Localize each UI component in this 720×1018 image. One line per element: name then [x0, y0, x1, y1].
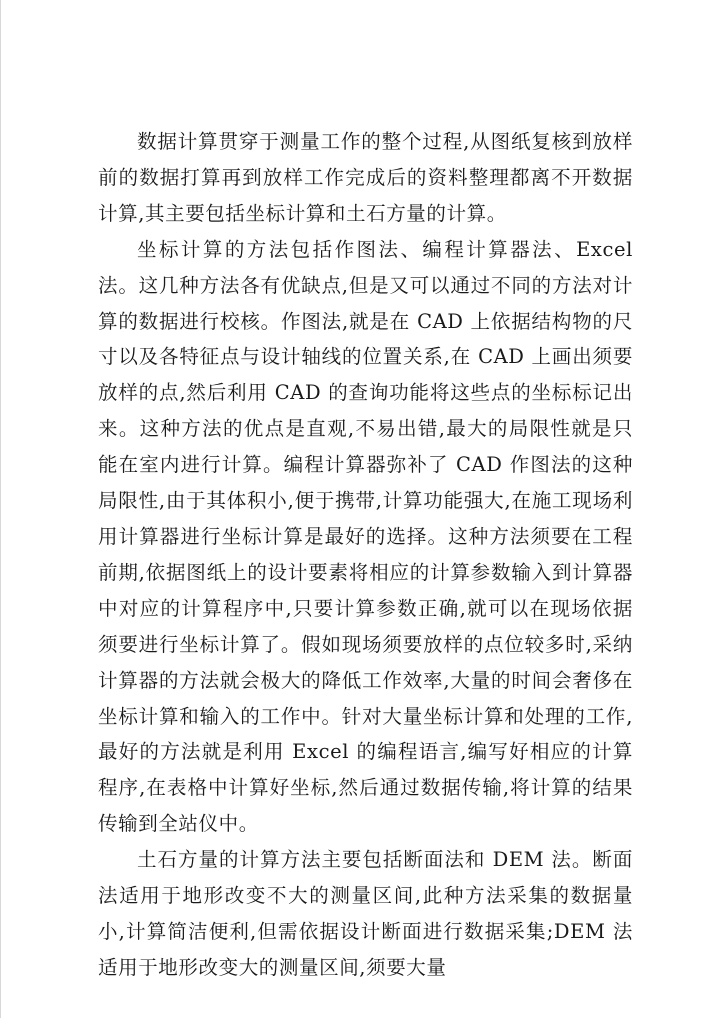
- document-body: [98, 124, 633, 986]
- page-left-edge: [0, 0, 1, 1018]
- paragraph-coordinate-calculation: 坐标计算的方法包括作图法、编程计算器法、Excel 法。这几种方法各有优缺点,但是又可以通过不同的方法对计算的数据进行校核。作图法,就是在 CAD 上依据结构物的尺寸以及各特征点与设计轴线的位置关系,在 CAD 上画出须要放样的点,然后利用 CAD 的查询功能将这些点的坐标标记出来。这种方法的优点是直观,不易出错,最大的局限性就是只能在室内进行计算。编程计算器弥补了 CAD 作图法的这种局限性,由于其体积小,便于携带,计算功能强大,在施工现场利用计算器进行坐标计算是最好的选择。这种方法须要在工程前期,依据图纸上的设计要素将相应的计算参数输入到计算器中对应的计算程序中,只要计算参数正确,就可以在现场依据须要进行坐标计算了。假如现场须要放样的点位较多时,采纳计算器的方法就会极大的降低工作效率,大量的时间会奢侈在坐标计算和输入的工作中。针对大量坐标计算和处理的工作,最好的方法就是利用 Excel 的编程语言,编写好相应的计算程序,在表格中计算好坐标,然后通过数据传输,将计算的结果传输到全站仪中。: [98, 237, 633, 836]
- paragraph-data-calculation: 数据计算贯穿于测量工作的整个过程,从图纸复核到放样前的数据打算再到放样工作完成后的资料整理都离不开数据计算,其主要包括坐标计算和土石方量的计算。: [98, 130, 633, 225]
- paragraph-earthwork-calculation: 土石方量的计算方法主要包括断面法和 DEM 法。断面法适用于地形改变不大的测量区间,此种方法采集的数据量小,计算简洁便利,但需依据设计断面进行数据采集;DEM 法适用于地形改变大的测量区间,须要大量: [98, 848, 633, 979]
